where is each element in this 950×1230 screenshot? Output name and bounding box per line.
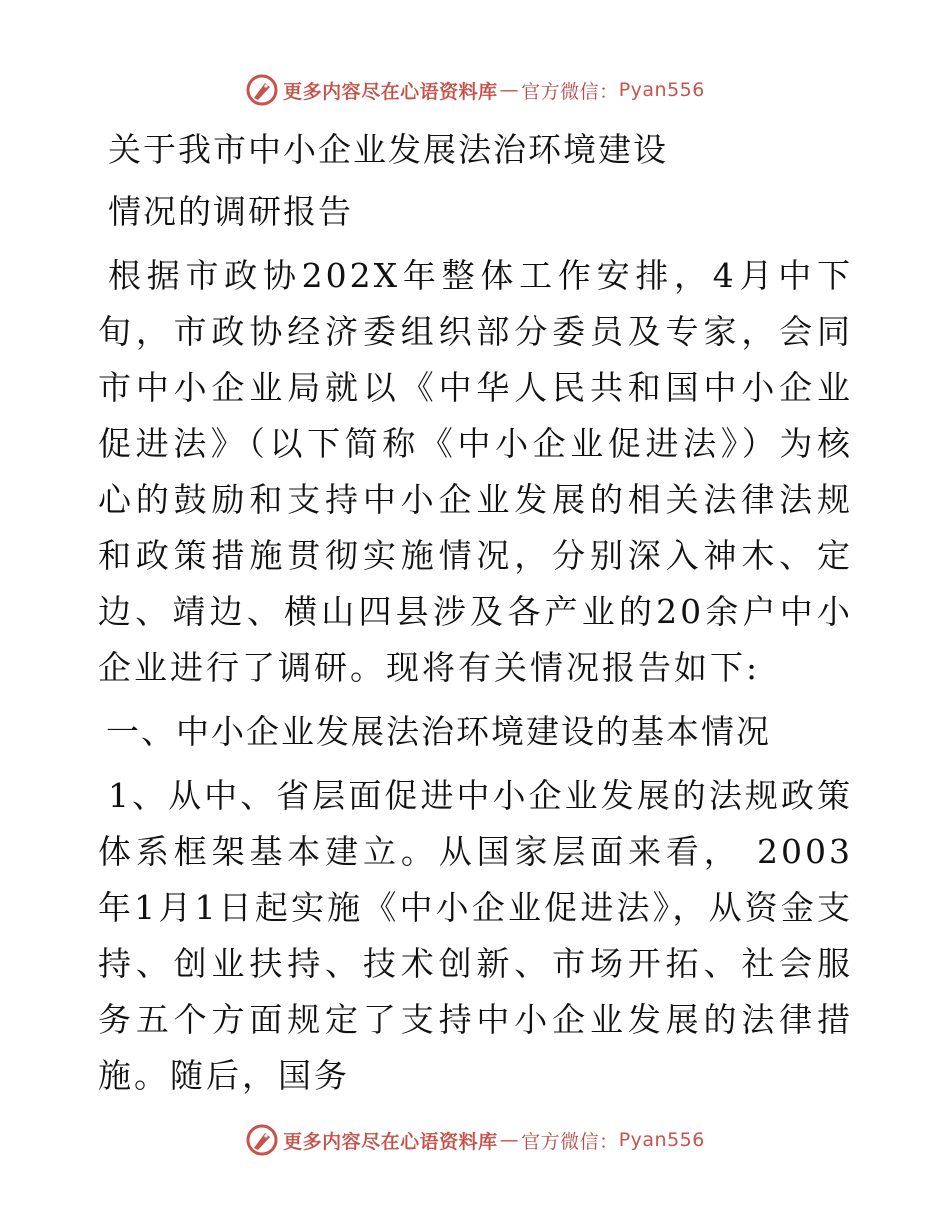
document-body (98, 122, 858, 1104)
pen-nib-circle-icon (245, 73, 279, 107)
watermark-wechat-id: Pyan556 (618, 1129, 705, 1151)
watermark-wechat-id: Pyan556 (618, 79, 705, 101)
header-watermark (0, 70, 950, 110)
footer-watermark (0, 1120, 950, 1160)
pen-nib-circle-icon (245, 1123, 279, 1157)
watermark-sub-text: 官方微信： (521, 1130, 619, 1153)
watermark-separator: — (499, 79, 520, 101)
watermark-separator: — (499, 1129, 520, 1151)
section-heading-1: 一、中小企业发展法治环境建设的基本情况 (106, 712, 771, 751)
section-1-paragraph-1: 1、从中、省层面促进中小企业发展的法规政策体系框架基本建立。从国家层面来看， 2003年1月1日起实施《中小企业促进法》，从资金支持、创业扶持、技术创新、市场开拓、社会服务五个方面规定了支持中小企业发展的法律措施。随后，国务 (98, 776, 853, 1095)
document-title-line-2: 情况的调研报告 (108, 192, 353, 231)
watermark-main-text: 更多内容尽在心语资料库 (283, 1130, 498, 1153)
intro-paragraph: 根据市政协202X年整体工作安排，4月中下旬，市政协经济委组织部分委员及专家，会同市中小企业局就以《中华人民共和国中小企业促进法》（以下简称《中小企业促进法》）为核心的鼓励和支持中小企业发展的相关法律法规和政策措施贯彻实施情况，分别深入神木、定边、靖边、横山四县涉及各产业的20余户中小企业进行了调研。现将有关情况报告如下: (98, 256, 853, 687)
document-title-line-1: 关于我市中小企业发展法治环境建设 (108, 130, 668, 169)
watermark-sub-text: 官方微信： (521, 80, 619, 103)
watermark-main-text: 更多内容尽在心语资料库 (283, 80, 498, 103)
